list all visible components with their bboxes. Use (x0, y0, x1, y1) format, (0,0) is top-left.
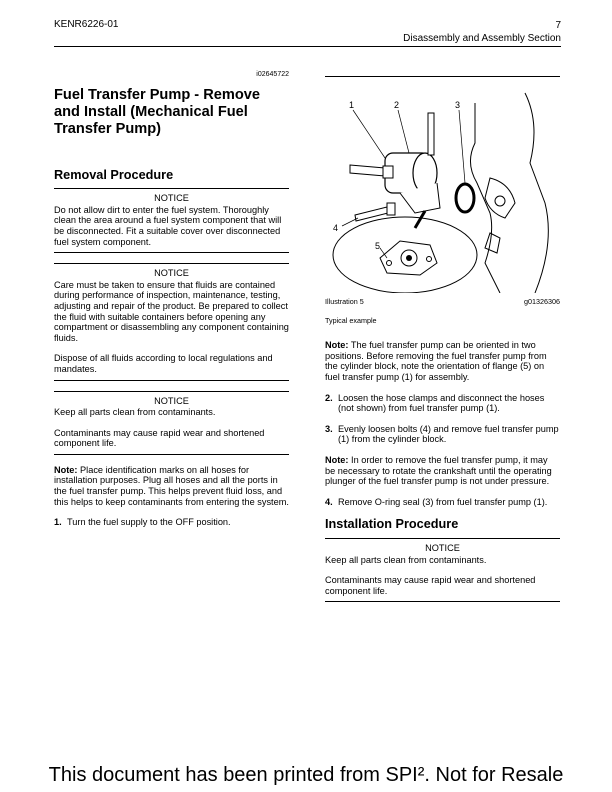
page-number: 7 (555, 20, 561, 31)
callout-1: 1 (349, 100, 355, 110)
illustration-top-rule (325, 76, 560, 77)
notice-dirt (54, 188, 289, 253)
step-number: 3. (325, 423, 333, 434)
callout-2: 2 (394, 100, 400, 110)
footer-notice: This document has been printed from SPI². Not for Resale (48, 764, 564, 786)
notice-text: Contaminants may cause rapid wear and shortened component life. (325, 575, 536, 596)
page-header-right (403, 19, 561, 45)
notice-label: NOTICE (154, 395, 189, 406)
right-column (325, 70, 560, 612)
pump-diagram (325, 83, 560, 293)
illustration-label: Illustration 5 (325, 297, 364, 306)
illustration-caption: Typical example (325, 315, 377, 325)
note-label: Note: (325, 340, 349, 351)
note-label: Note: (325, 454, 349, 465)
doc-number: KENR6226-01 (54, 19, 119, 30)
step-3 (325, 424, 560, 445)
illustration-code: g01326306 (524, 297, 560, 306)
notice-fluids (54, 263, 289, 380)
callout-5: 5 (375, 241, 381, 251)
notice-text: Care must be taken to ensure that fluids are contained during performance of inspection, maintenance, testing, adjusting and repair of the product. Be prepared to collect the fluid with suitable containers before opening any compartment or disassembling any component containing fluids. (54, 279, 289, 343)
notice-text: Keep all parts clean from contaminants. (325, 554, 487, 565)
notice-text: Contaminants may cause rapid wear and shortened component life. (54, 427, 265, 449)
notice-text: Keep all parts clean from contaminants. (54, 407, 216, 418)
notice-text: Dispose of all fluids according to local regulations and mandates. (54, 353, 273, 374)
illustration-caption-row (325, 297, 560, 308)
step-2 (325, 393, 560, 414)
step-text: Remove O-ring seal (3) from fuel transfer pump (1). (338, 496, 548, 507)
step-number: 2. (325, 392, 333, 403)
step-text: Evenly loosen bolts (4) and remove fuel transfer pump (1) from the cylinder block. (338, 423, 559, 445)
step-text: Loosen the hose clamps and disconnect the hoses (not shown) from fuel transfer pump (1). (338, 392, 545, 414)
header-rule (54, 46, 561, 47)
section-title: Disassembly and Assembly Section (403, 33, 561, 44)
page-title: Fuel Transfer Pump - Remove and Install (Mechanical Fuel Transfer Pump) (54, 86, 260, 137)
notice-contaminants (54, 391, 289, 455)
note-paragraph (54, 465, 289, 507)
step-1 (54, 517, 289, 528)
notice-label: NOTICE (425, 542, 460, 553)
note-label: Note: (54, 464, 78, 475)
notice-contaminants-install (325, 538, 560, 602)
note-orientation (325, 340, 560, 382)
callout-4: 4 (333, 223, 339, 233)
step-number: 4. (325, 496, 333, 507)
doc-id: i02645722 (256, 71, 289, 78)
note-text: Place identification marks on all hoses for installation purposes. Plug all hoses and all the ports in the fuel transfer pump. This helps prevent fluid loss, and this helps to keep contaminants from entering the system. (54, 464, 289, 507)
step-number: 1. (54, 517, 62, 528)
note-crankshaft (325, 455, 560, 487)
illustration-fuel-transfer-pump (325, 83, 560, 293)
notice-text: Do not allow dirt to enter the fuel system. Thoroughly clean the area around a fuel system component that will be disconnected. Fit a suitable cover over disconnected fuel system component. (54, 204, 282, 247)
removal-heading: Removal Procedure (54, 167, 174, 182)
notice-label: NOTICE (154, 193, 189, 204)
left-column (54, 70, 289, 538)
installation-heading: Installation Procedure (325, 517, 459, 532)
note-text: The fuel transfer pump can be oriented in two positions. Before removing the fuel transfer pump from the cylinder block, note the orientation of flange (5) on fuel transfer pump (1) for assembly. (325, 340, 547, 382)
callout-3: 3 (455, 100, 461, 110)
note-text: In order to remove the fuel transfer pump, it may be necessary to rotate the crankshaft until the operating plunger of the fuel transfer pump is not under pressure. (325, 454, 552, 487)
step-4 (325, 497, 560, 508)
notice-label: NOTICE (154, 268, 189, 279)
step-text: Turn the fuel supply to the OFF position. (67, 517, 231, 528)
